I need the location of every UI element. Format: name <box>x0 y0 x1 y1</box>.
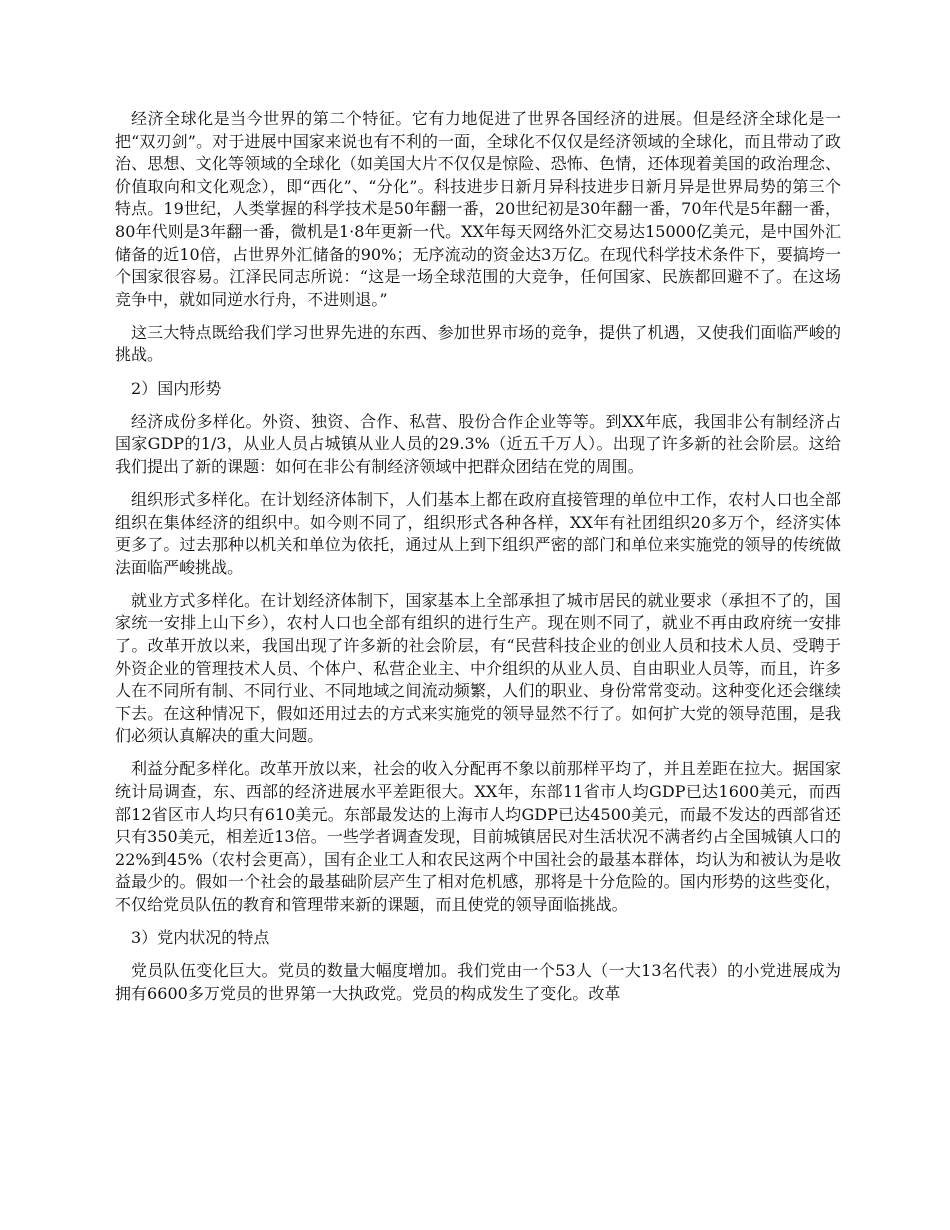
document-body <box>115 108 841 1016</box>
section-heading-domestic: 2）国内形势 <box>131 378 222 398</box>
paragraph-organization-diversity: 组织形式多样化。在计划经济体制下，人们基本上都在政府直接管理的单位中工作，农村人口也全部组织在集体经济的组织中。如今则不同了，组织形式各种各样，XX年有社团组织20多万个，经济实体更多了。过去那种以机关和单位为依托，通过从上到下组织严密的部门和单位来实施党的领导的传统做法面临严峻挑战。 <box>115 489 841 577</box>
paragraph-income-distribution: 利益分配多样化。改革开放以来，社会的收入分配再不象以前那样平均了，并且差距在拉大。据国家统计局调查，东、西部的经济进展水平差距很大。XX年，东部11省市人均GDP已达1600美元，而西部12省区市人均只有610美元。东部最发达的上海市人均GDP已达4500美元，而最不发达的西部省还只有350美元，相差近13倍。一些学者调查发现，目前城镇居民对生活状况不满者约占全国城镇人口的22%到45%（农村会更高），国有企业工人和农民这两个中国社会的最基本群体，均认为和被认为是收益最少的。假如一个社会的最基础阶层产生了相对危机感，那将是十分危险的。国内形势的这些变化，不仅给党员队伍的教育和管理带来新的课题，而且使党的领导面临挑战。 <box>115 759 841 914</box>
paragraph-employment-diversity: 就业方式多样化。在计划经济体制下，国家基本上全部承担了城市居民的就业要求（承担不了的，国家统一安排上山下乡），农村人口也全部有组织的进行生产。现在则不同了，就业不再由政府统一安排了。改革开放以来，我国出现了许多新的社会阶层，有“民营科技企业的创业人员和技术人员、受聘于外资企业的管理技术人员、个体户、私营企业主、中介组织的从业人员、自由职业人员等，而且，许多人在不同所有制、不同行业、不同地域之间流动频繁，人们的职业、身份常常变动。这种变化还会继续下去。在这种情况下，假如还用过去的方式来实施党的领导显然不行了。如何扩大党的领导范围，是我们必须认真解决的重大问题。 <box>115 590 841 746</box>
paragraph-economic-diversity: 经济成份多样化。外资、独资、合作、私营、股份合作企业等等。到XX年底，我国非公有制经济占国家GDP的1/3，从业人员占城镇从业人员的29.3%（近五千万人）。出现了许多新的社会阶层。这给我们提出了新的课题：如何在非公有制经济领域中把群众团结在党的周围。 <box>115 411 841 476</box>
paragraph-party-membership: 党员队伍变化巨大。党员的数量大幅度增加。我们党由一个53人（一大13名代表）的小党进展成为拥有6600多万党员的世界第一大执政党。党员的构成发生了变化。改革 <box>115 961 841 1003</box>
section-heading-party: 3）党内状况的特点 <box>131 928 270 948</box>
paragraph-globalization: 经济全球化是当今世界的第二个特征。它有力地促进了世界各国经济的进展。但是经济全球化是一把“双刃剑”。对于进展中国家来说也有不利的一面，全球化不仅仅是经济领域的全球化，而且带动了政治、思想、文化等领域的全球化（如美国大片不仅仅是惊险、恐怖、色情，还体现着美国的政治理念、价值取向和文化观念），即“西化”、“分化”。科技进步日新月异科技进步日新月异是世界局势的第三个特点。19世纪，人类掌握的科学技术是50年翻一番，20世纪初是30年翻一番，70年代是5年翻一番，80年代则是3年翻一番，微机是1·8年更新一代。XX年每天网络外汇交易达15000亿美元，是中国外汇储备的近10倍，占世界外汇储备的90%；无序流动的资金达3万亿。在现代科学技术条件下，要搞垮一个国家很容易。江泽民同志所说：“这是一场全球范围的大竞争，任何国家、民族都回避不了。在这场竞争中，就如同逆水行舟，不进则退。” <box>115 109 841 309</box>
paragraph-three-features: 这三大特点既给我们学习世界先进的东西、参加世界市场的竞争，提供了机遇，又使我们面临严峻的挑战。 <box>115 322 841 365</box>
